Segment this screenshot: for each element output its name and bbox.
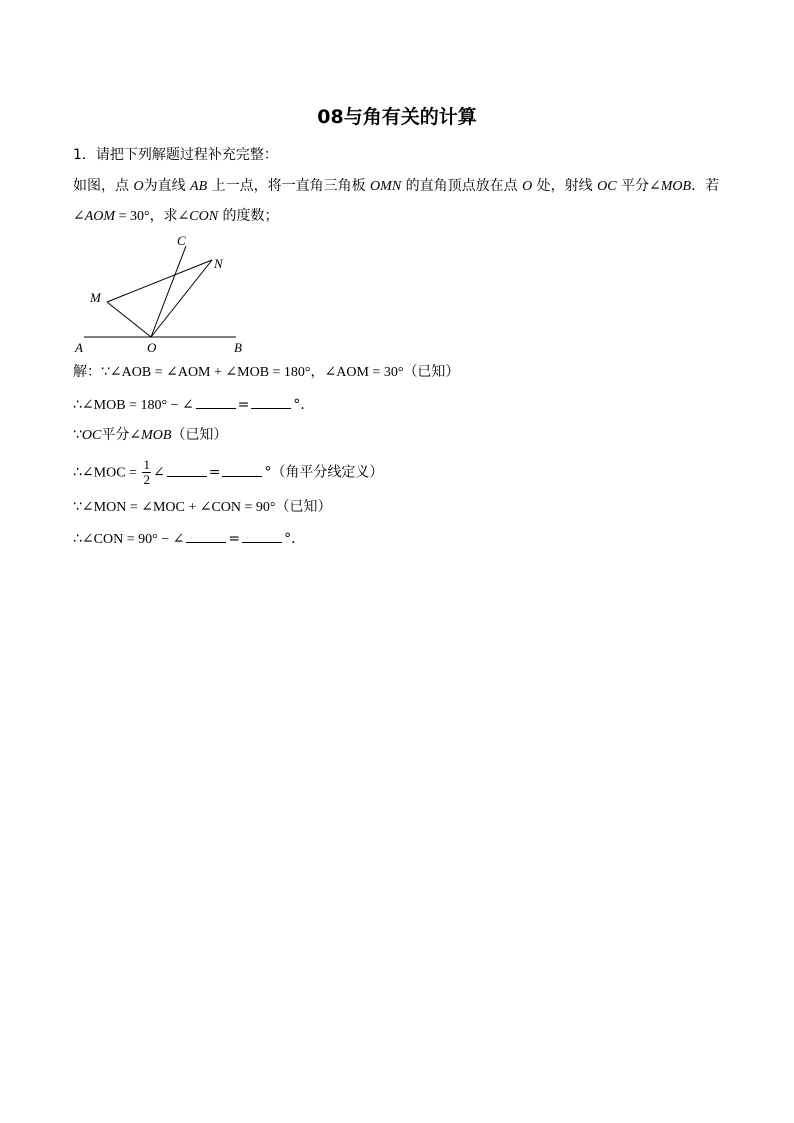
- step-expression: ∠MOB = 180° − ∠: [81, 398, 194, 413]
- degree-unit: °．: [293, 397, 315, 413]
- answer-blank[interactable]: [242, 528, 282, 543]
- step-expression: ∠AOM = 30°: [324, 365, 404, 380]
- ray-oc: OC: [597, 179, 617, 194]
- step-prefix: 解：∵: [73, 364, 110, 380]
- step-expression: ∠AOB = ∠AOM + ∠MOB = 180°: [109, 365, 311, 380]
- point-o: O: [133, 179, 144, 194]
- text-segment: 的度数；: [218, 208, 279, 224]
- step-reason: （已知）: [403, 364, 460, 380]
- text-segment: 如图，点: [73, 178, 134, 194]
- label-c: C: [177, 233, 186, 248]
- step-prefix: ∵: [73, 499, 82, 515]
- ray-oc: [151, 246, 186, 337]
- fraction-numerator: 1: [143, 457, 150, 472]
- fraction-denominator: 2: [143, 472, 150, 487]
- solution-step-2: [73, 394, 314, 416]
- text-segment: 的直角顶点放在点: [401, 178, 523, 194]
- angle-mob: ∠MOB: [129, 428, 172, 443]
- equals-sign: =: [208, 464, 221, 481]
- step-expression: ∠CON = 90° − ∠: [81, 532, 185, 547]
- question-prompt: [73, 145, 278, 165]
- page-title: 08与角有关的计算: [317, 106, 477, 128]
- solution-step-4: [73, 458, 383, 487]
- text-segment: ，求: [149, 208, 178, 224]
- step-prefix: ∴: [73, 397, 82, 413]
- line-ab: AB: [190, 179, 208, 194]
- step-reason: （已知）: [275, 499, 332, 515]
- solution-step-3: [73, 425, 227, 446]
- angle-aom: ∠AOM: [73, 209, 116, 224]
- text-segment: 平分: [616, 178, 650, 194]
- step-expression: ∠MON = ∠MOC + ∠CON = 90°: [81, 500, 276, 515]
- angle-mob: ∠MOB: [649, 179, 692, 194]
- segment-mn: [107, 260, 212, 302]
- solution-step-6: [73, 528, 305, 550]
- text-segment: 上一点，将一直角三角板: [207, 178, 371, 194]
- label-o: O: [147, 340, 157, 355]
- solution-step-1: [73, 362, 459, 383]
- triangle-omn: OMN: [370, 179, 402, 194]
- label-a: A: [75, 340, 83, 355]
- question-text: 请把下列解题过程补充完整：: [95, 147, 278, 163]
- answer-blank[interactable]: [167, 462, 207, 477]
- solution-step-5: [73, 497, 332, 518]
- question-line-1: [73, 176, 719, 197]
- segment-on: [151, 260, 212, 337]
- question-number: 1．: [73, 147, 96, 163]
- geometry-figure: [70, 232, 250, 356]
- step-reason: （已知）: [171, 427, 228, 443]
- angle-con: ∠CON: [177, 209, 219, 224]
- angle-symbol: ∠: [152, 465, 165, 481]
- answer-blank[interactable]: [251, 394, 291, 409]
- separator: ，: [310, 364, 325, 380]
- degree-unit: °: [264, 464, 272, 481]
- text-segment: 处，射线: [532, 178, 598, 194]
- equals-sign: =: [228, 531, 241, 547]
- segment-om: [107, 302, 151, 337]
- ray-oc: OC: [81, 428, 102, 443]
- step-expression: ∠MOC =: [81, 465, 141, 481]
- answer-blank[interactable]: [196, 394, 236, 409]
- step-prefix: ∴: [73, 531, 82, 547]
- step-text: 平分: [101, 427, 130, 443]
- label-n: N: [214, 256, 223, 271]
- answer-blank[interactable]: [186, 528, 226, 543]
- fraction-one-half: [142, 458, 151, 487]
- step-prefix: ∵: [73, 427, 82, 443]
- text-segment: ．若: [691, 178, 720, 194]
- label-m: M: [90, 290, 101, 305]
- step-prefix: ∴: [73, 464, 82, 481]
- equals-sign: =: [237, 397, 250, 413]
- answer-blank[interactable]: [222, 462, 262, 477]
- given-value: = 30°: [115, 209, 150, 224]
- degree-unit: °．: [284, 531, 306, 547]
- step-reason: （角平分线定义）: [271, 464, 384, 481]
- text-segment: 为直线: [143, 178, 191, 194]
- point-o: O: [522, 179, 533, 194]
- question-line-2: [73, 206, 279, 227]
- label-b: B: [234, 340, 242, 355]
